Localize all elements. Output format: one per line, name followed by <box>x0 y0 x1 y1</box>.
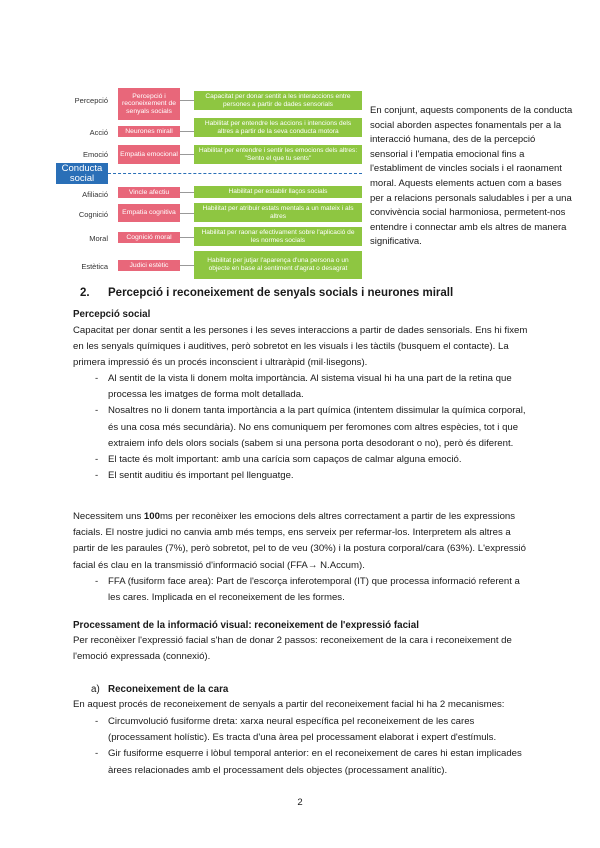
connector <box>180 131 194 132</box>
text-segment-bold: 100 <box>143 511 160 522</box>
subheading-visual-processing: Processament de la informació visual: reconeixement de l'expressió facial <box>73 620 419 631</box>
list-item: - Circumvolució fusiforme dreta: xarxa neural específica pel reconeixement de les cares (processament holístic). Es tracta d'una àrea pel processament elaborat i expert d'estímuls. <box>95 714 527 746</box>
row-label-perception: Percepció <box>74 96 108 105</box>
row-label-moral: Moral <box>89 234 108 243</box>
pink-box-moral: Cognició moral <box>118 232 180 243</box>
green-box-moral: Habilitat per raonar efectivament sobre l'aplicació de les normes socials <box>194 227 362 246</box>
paragraph-social-perception: Capacitat per donar sentit a les persones i les seves interaccions a partir de dades sensorials. Ens hi fixem en les senyals químiques i auditives, però sobretot en les visuals i les tàctils (busquem el contacte). La primera impressió és un procés inconscient i ultraràpid (mil·lisegons). <box>73 325 528 369</box>
ffa-list <box>95 574 527 606</box>
paragraph-emotion-recognition <box>73 509 528 574</box>
social-conduct-badge: Conducta social <box>56 163 108 184</box>
senses-list <box>95 371 527 484</box>
green-box-perception: Capacitat per donar sentit a les interaccions entre persones a partir de dades sensorials <box>194 91 362 110</box>
pink-box-emotion: Empatia emocional <box>118 145 180 164</box>
green-box-cognition: Habilitat per atribuir estats mentals a un mateix i als altres <box>194 203 362 222</box>
list-item: - Nosaltres no li donem tanta importància a la part química (intentem dissimular la química corporal, és una cosa més secundària). No ens comuniquem per feromones com altres espècies, tot i que extraiem info dels olors socials (sabem si una persona porta desodorant o no), però és diferent. <box>95 403 527 452</box>
list-item: - Gir fusiforme esquerre i lòbul temporal anterior: en el reconeixement de cares hi estan implicades àrees relacionades amb el processament dels objectes (processament analític). <box>95 746 527 778</box>
list-item: - FFA (fusiform face area): Part de l'escorça inferotemporal (IT) que processa informació referent a les cares. Implicada en el reconeixement de les formes. <box>95 574 527 606</box>
green-box-emotion: Habilitat per entendre i sentir les emocions dels altres: "Sento el que tu sents" <box>194 145 362 164</box>
green-box-affiliation: Habilitat per establir llaços socials <box>194 186 362 198</box>
section-number: 2. <box>80 287 90 299</box>
pink-box-perception: Percepció i reconeixement de senyals socials <box>118 88 180 120</box>
text-segment: ms per reconèixer les emocions dels altres correctament a partir de les expressions facials. El nostre judici no canvia amb més temps, ens serveix per refermar-los. Interpretem als altres a partir de les paraules (7%), però sobretot, pel to de veu (30%) i la postura corporal/cara (63%). L'expressió facial és clau en la transmissió d'informació social (FFA→ N.Accum). <box>73 511 526 571</box>
connector <box>180 265 194 266</box>
pink-box-aesthetic: Judici estètic <box>118 260 180 271</box>
subheading-face-recognition <box>91 684 228 695</box>
list-item: - El sentit auditiu és important pel llenguatge. <box>95 468 527 484</box>
face-mechanisms-list <box>95 714 527 779</box>
divider-line <box>108 173 362 174</box>
connector <box>180 192 194 193</box>
paragraph-face-recognition: En aquest procés de reconeixement de senyals a partir del reconeixement facial hi ha 2 mecanismes: <box>73 699 505 710</box>
page-number: 2 <box>297 797 303 808</box>
pink-box-cognition: Empatia cognitiva <box>118 204 180 222</box>
pink-box-action: Neurones mirall <box>118 126 180 137</box>
green-box-aesthetic: Habilitat per jutjar l'aparença d'una persona o un objecte en base al sentiment d'agrat o desagrat <box>194 251 362 279</box>
connector <box>180 100 194 101</box>
row-label-cognition: Cognició <box>78 210 108 219</box>
green-box-action: Habilitat per entendre les accions i intencions dels altres a partir de la seva conducta motora <box>194 118 362 137</box>
subheading-social-perception: Percepció social <box>73 309 151 320</box>
row-label-aesthetic: Estètica <box>81 262 108 271</box>
list-item: - El tacte és molt important: amb una carícia som capaços de calmar alguna emoció. <box>95 452 527 468</box>
subsection-label: a) <box>91 684 100 695</box>
pink-box-affiliation: Vincle afectiu <box>118 187 180 198</box>
section-title: Percepció i reconeixement de senyals socials i neurones mirall <box>108 287 454 299</box>
row-label-affiliation: Afiliació <box>82 190 108 199</box>
diagram-summary-text: En conjunt, aquests components de la conducta social aborden aspectes fonamentals per a la interacció humana, des de la percepció sensorial i l'empatia emocional fins a l'establiment de vincles socials i el raonament moral. Aquests elements actuen com a bases per a relacions personals saludables i per a una convivència social harmoniosa, permetent-nos entendre i connectar amb els altres de manera significativa. <box>370 105 573 248</box>
section-heading <box>80 287 453 299</box>
subsection-title: Reconeixement de la cara <box>108 684 229 695</box>
row-label-emotion: Emoció <box>82 150 108 159</box>
paragraph-visual-processing: Per reconèixer l'expressió facial s'han de donar 2 passos: reconeixement de la cara i reconeixement de l'emoció expressada (connexió). <box>73 635 512 663</box>
list-item: - Al sentit de la vista li donem molta importància. Al sistema visual hi ha una part de la retina que processa les imatges de forma molt detallada. <box>95 371 527 403</box>
connector <box>180 213 194 214</box>
connector <box>180 154 194 155</box>
connector <box>180 237 194 238</box>
text-segment: Necessitem uns <box>73 511 144 522</box>
row-label-action: Acció <box>89 128 108 137</box>
